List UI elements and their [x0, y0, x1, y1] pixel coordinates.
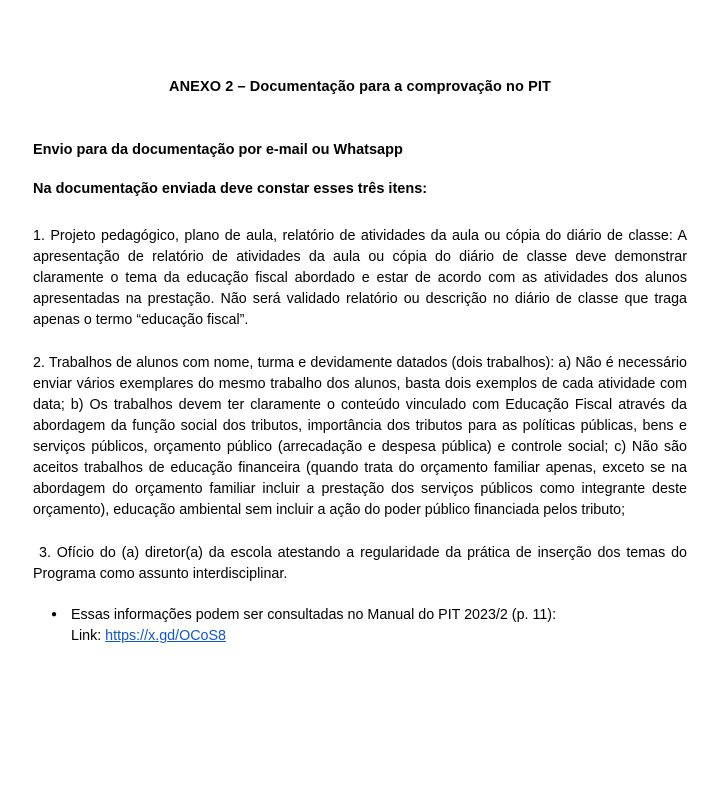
list-item	[71, 605, 687, 647]
manual-pit-link[interactable]: https://x.gd/OCoS8	[105, 628, 226, 645]
item-1-paragraph: 1. Projeto pedagógico, plano de aula, relatório de atividades da aula ou cópia do diário de classe: A apresentação de relatório de atividades da aula ou cópia do diário de classe deve demonstrar claramente o tema da educação fiscal abordado e estar de acordo com as atividades dos alunos apresentadas na prestação. Não será validado relatório ou descrição no diário de classe que traga apenas o termo “educação fiscal”.	[33, 227, 687, 329]
section-heading-items: Na documentação enviada deve constar esses três itens:	[33, 181, 428, 198]
notes-list	[33, 605, 687, 647]
note-link-line	[71, 626, 687, 647]
link-label: Link:	[71, 628, 106, 645]
page-title: ANEXO 2 – Documentação para a comprovação no PIT	[169, 79, 551, 95]
note-text: ● Essas informações podem ser consultadas no Manual do PIT 2023/2 (p. 11):	[71, 607, 557, 624]
section-heading-submission: Envio para da documentação por e-mail ou Whatsapp	[33, 141, 403, 158]
item-2-paragraph: 2. Trabalhos de alunos com nome, turma e devidamente datados (dois trabalhos): a) Não é necessário enviar vários exemplares do mesmo trabalho dos alunos, basta dois exemplos de cada atividade com data; b) Os trabalhos devem ter claramente o conteúdo vinculado com Educação Fiscal através da abordagem da função social dos tributos, importância dos tributos para as políticas públicas, bens e serviços públicos, orçamento público (arrecadação e despesa pública) e controle social; c) Não são aceitos trabalhos de educação financeira (quando trata do orçamento familiar apenas, exceto se na abordagem do orçamento familiar incluir a prestação dos serviços públicos como integrante deste orçamento), educação ambiental sem incluir a ação do poder público financiada pelos tributo;	[33, 355, 687, 519]
item-3-paragraph: 3. Ofício do (a) diretor(a) da escola atestando a regularidade da prática de inserção dos temas do Programa como assunto interdisciplinar.	[33, 545, 687, 583]
